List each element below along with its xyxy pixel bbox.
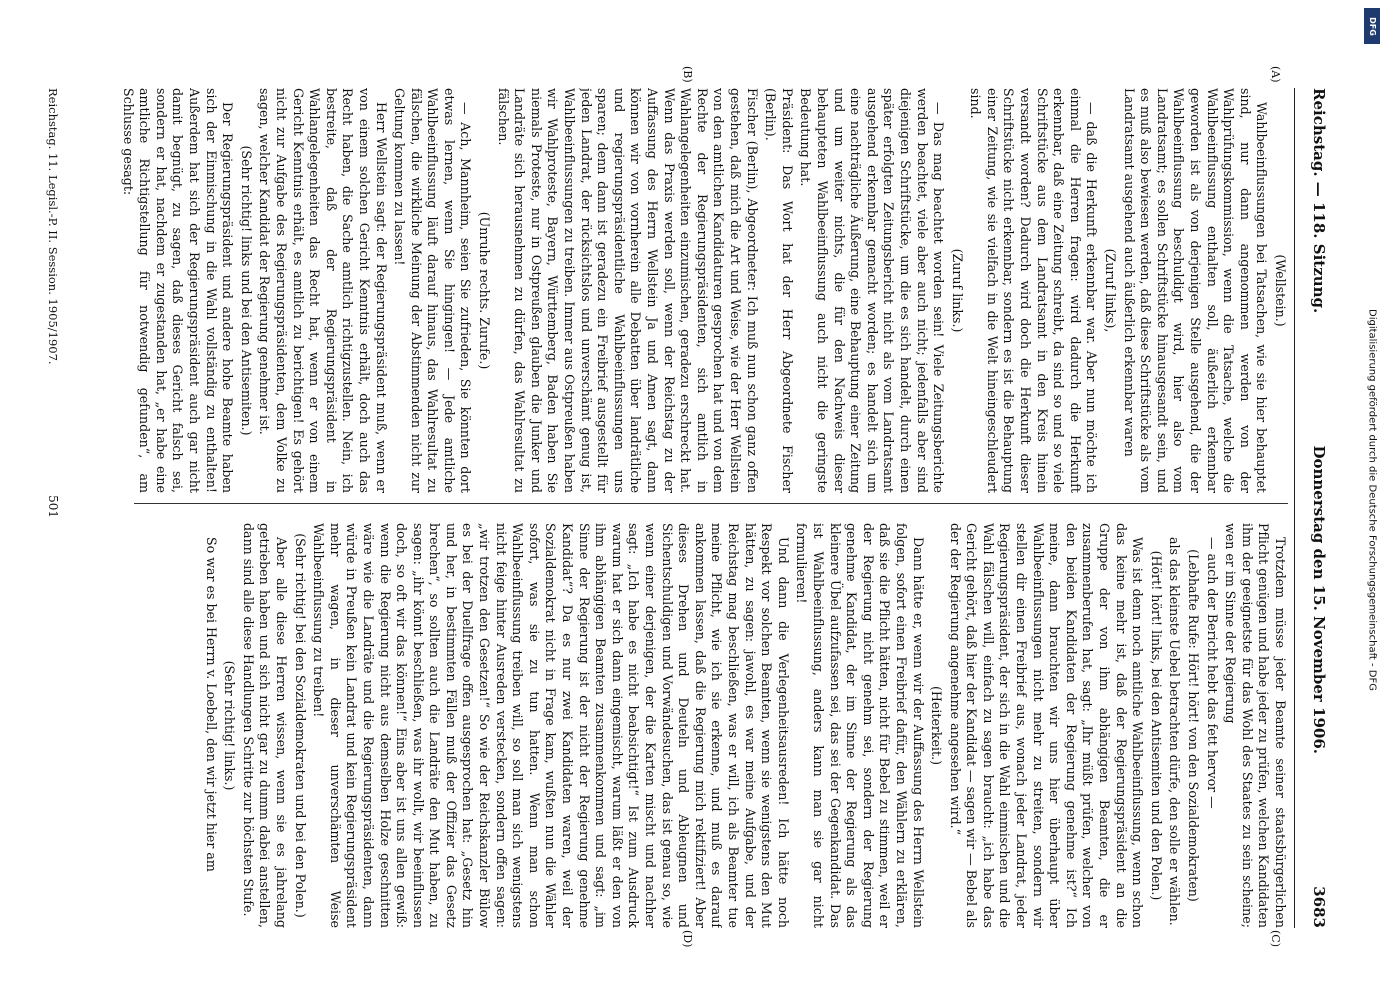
margin-mark-d: (D) bbox=[681, 930, 694, 948]
page-footer: Reichstag. 11. Legisl.-P. II. Session. 1905/1907. bbox=[46, 88, 60, 365]
left-column bbox=[114, 88, 1294, 493]
margin-mark-a: (A) bbox=[1269, 66, 1282, 83]
text-columns bbox=[114, 66, 1294, 948]
page-header bbox=[1294, 88, 1328, 928]
right-column-paragraph: als das kleinste Uebel betrachten dürfe, den solle er wählen. bbox=[1167, 537, 1183, 926]
column-divider bbox=[134, 503, 1288, 504]
right-column-paragraph: — auch der Bericht hebt das fett hervor — bbox=[1204, 537, 1220, 809]
left-column-paragraph: — Ach, Mannheim, seien Sie zufrieden, Sie könnten dort etwas lernen, wenn Sie hingingen! — Jede amtliche Wahlbeeinflussung läuft darauf hinaus, das Wahlresultat zu fälschen, die wirkliche Meinung der Abstimmenden nicht zur Geltung kommen zu lassen! bbox=[392, 88, 474, 493]
left-column-paragraph: Fischer (Berlin), Abgeordneter: Ich muß nun schon ganz offen gestehen, daß mich die Art und Weise, wie der Herr Wellstein von den amtlichen Kandidaturen gesprochen hat und von dem Rechte der Regierungspräsidenten, sich amtlich in Wahlangelegenheiten einzumischen, geradezu erschreckt hat. Wenn das Praxis werden soll, wenn der Reichstag zu der Auffassung des Herrn Wellstein Ja und Amen sagt, dann können wir von vornherein alle Debatten über landrätliche und regierungspräsidentliche Wahlbeeinflussungen uns sparen; denn dann ist geradezu ein Freibrief ausgestellt für jeden Landrat, der rücksichtslos und unverschämt genug ist, Wahlbeeinflussungen zu treiben. Immer aus Ostpreußen haben wir Wahlproteste, Bayern, Württemberg, Baden haben Sie niemals Proteste, nur in Ostpreußen glauben die Junker und Landräte sich herausnehmen zu dürfen, das Wahlresultat zu fälschen. bbox=[495, 88, 760, 493]
rotated-page bbox=[46, 66, 1328, 948]
right-column-paragraph: (Sehr richtig! bei den Sozialdemokraten und bei den Polen.) bbox=[292, 533, 308, 918]
right-column-paragraph: Und dann die Verlegenheitsausreden! Ich hätte noch Respekt vor solchen Beamten, wenn sie wenigstens den Mut hätten, zu sagen: jawohl, es war meine Aufgabe, und der Reichstag mag beschließen, was er will, ich als Beamter tue meine Pflicht, wie ich sie erkenne, und muß es darauf ankommen lassen, daß die Regierung mich rektifiziert! Aber dieses Drehen und Deuteln und Ableugnen und Sichentschuldigen und Vorwändesuchen, das ist genau so, wie wenn einer derjenigen, der die Karten mischt und nachher sagt: „Ich habe es nicht beabsichtigt!“ Ist zum Ausdruck warum hat er sich dann eingemischt, warum läßt er den von ihm abhängigen Beamten zusammenkommen und sagt: „im Sinne der Regierung ist der nicht der Regierung genehme Kandidat“? Da es nur zwei Kandidaten waren, weil der Sozialdemokrat nicht in Frage kam, wußten nun die Wähler sofort, was sie zu tun hatten. Wenn man schon Wahlbeeinflussung treiben will, so soll man sich wenigstens nicht feige hinter Ausreden verstecken, sondern offen sagen: „wir trotzen den Gesetzen!“ So wie der Reichskanzler Bülow es bei der Duellfrage offen ausgesprochen hat: „Gesetz hin und her, in bestimmten Fällen muß der Offizier das Gesetz brechen“, so sollten auch die Landräte den Mut haben, zu sagen: „ihr könnt beschließen, was ihr wollt, wir beeinflussen doch, so oft wir das können!“ Eins aber ist uns allen gewiß: wenn die Regierung nicht aus demselben Holze geschnitten wäre wie die Landräte und die Regierungspräsidenten, dann würde in Preußen kein Landrat und kein Regierungspräsident mehr wagen, in dieser unverschämten Weise Wahlbeeinflussung zu treiben! bbox=[311, 523, 791, 928]
right-column-paragraph: (Hört! hört! links, bei den Antisemiten und den Polen.) bbox=[1148, 550, 1164, 901]
margin-mark-b: (B) bbox=[681, 66, 694, 83]
left-column-paragraph: (Zuruf links), bbox=[1103, 248, 1119, 333]
left-column-paragraph: Wahlbeeinflussungen bei Tatsachen, wie sie hier behauptet sind, nur dann angenommen werden von der Wahlprüfungskommission, wenn die Tatsache, welche die Wahlbeeinflussung enthalten soll, äußerlich erkennbar geworden ist als von derjenigen Stelle ausgehend, die der Wahlbeeinflussung beschuldigt wird, hier also vom Landratsamt; es sollen Schriftstücke hinausgesandt sein, und es muß also bewiesen werden, daß diese Schriftstücke als vom Landratsamt ausgehend auch äußerlich erkennbar waren bbox=[1121, 88, 1270, 493]
right-column-paragraph: Was ist denn noch amtliche Wahlbeeinflussung, wenn schon das keine mehr ist, daß der Regierungspräsident an die Gruppe der von ihm abhängigen Beamten, die er zusammenberufen hat, sagt: „Ihr müßt prüfen, welcher von den beiden Kandidaten der Regierung genehme ist?“ Ich meine, dann brauchten wir uns hier überhaupt über Wahlbeeinflussungen nicht mehr zu streiten, sondern wir stellen dir einen Freibrief aus, wonach jeder Landrat, jeder Regierungspräsident, der sich in die Wahl einmischen und die Wahl fälschen will, einfach zu sagen braucht: „ich habe das Gericht gehört, daß hier der Kandidat — sagen wir — Bebel als der der Regierung angenehme angesehen wird.“ bbox=[947, 523, 1146, 928]
left-column-paragraph: — daß die Herkunft erkennbar war. Aber nun möchte ich einmal die Herren fragen: wird dadurch die Herkunft erkennbar, daß eine Zeitung schreibt, da sind so und so viele Schriftstücke aus dem Landratsamt in den Kreis hinein versandt worden? Dadurch wird doch die Herkunft dieser Schriftstücke nicht erkennbar, sondern es ist die Behauptung einer Zeitung, wie sie vielfach in die Welt hineingeschleudert sind. bbox=[968, 88, 1100, 493]
right-column bbox=[114, 523, 1294, 928]
right-column-paragraph: (Heiterkeit.) bbox=[929, 686, 945, 765]
left-column-paragraph: (Sehr richtig! links und bei den Antisemiten.) bbox=[238, 145, 254, 436]
left-column-paragraph: (Wellstein.) bbox=[1273, 254, 1288, 327]
right-column-paragraph: Dann hätte er, wenn wir der Auffassung des Herrn Wellstein folgen, sofort einen Freibrief dafür, den Wählern zu erklären, daß sie die Pflicht hätten, nicht für Bebel zu stimmen, weil er der Regierung nicht genehm sei, sondern der Regierung genehme Kandidat, der im Sinne der Regierung als das kleinere Übel aufzufassen sei, das sei der Gegenkandidat. Das ist Wahlbeeinflussung, anders kann man sie gar nicht formulieren! bbox=[794, 523, 926, 928]
right-column-paragraph: (Lebhafte Rufe: Hört! hört! von den Sozialdemokraten) bbox=[1186, 549, 1202, 902]
header-left: Reichstag. — 118. Sitzung. bbox=[1310, 88, 1328, 314]
margin-mark-c: (C) bbox=[1269, 930, 1282, 947]
left-column-paragraph: Der Regierungspräsident und andere hohe Beamte haben sich der Einmischung in die Wahl vollständig zu enthalten! Außerdem hat sich der Regierungspräsident auch gar nicht damit begnügt, zu sagen, daß dieses Gericht falsch sei, sondern er hat, nachdem er zugestanden hat, „er habe eine amtliche Richtigstellung für notwendig gefunden“, am Schlusse gesagt: bbox=[120, 88, 236, 493]
left-column-paragraph: (Unruhe rechts. Zurufe.) bbox=[477, 211, 493, 370]
dfg-note: Digitalisierung gefördert durch die Deutsche Forschungsgemeinschaft - DFG bbox=[1366, 308, 1378, 692]
sheet-number: 501 bbox=[46, 495, 60, 518]
right-column-paragraph: (Sehr richtig! links.) bbox=[222, 660, 238, 791]
left-column-paragraph: — Das mag beachtet worden sein! Viele Zeitungsberichte werden beachtet, viele aber auch nicht; jedenfalls aber sind diejenigen Schriftstücke, um die es sich handelt, durch einen später erfolgten Zeitungsbericht nicht als vom Landratsamt ausgehend erkennbar gemacht worden; es handelt sich um eine nachträgliche Äußerung, eine Behauptung einer Zeitung und um weiter nichts, die für den Nachweis dieser behaupteten Wahlbeeinflussung auch nicht die geringste Bedeutung hat. bbox=[798, 88, 947, 493]
left-column-paragraph: Herr Wellstein sagt: der Regierungspräsident muß, wenn er von einem solchen Gericht Kenntnis erhält, doch auch das Recht haben, die Sache amtlich richtigzustellen. Nein, ich bestreite, daß der Regierungspräsident in Wahlangelegenheiten das Recht hat, wenn er von einem Gericht Kenntnis erhält, es amtlich zu berichtigen! Es gehört nicht zur Aufgabe des Regierungspräsidenten, dem Volke zu sagen, welcher Kandidat der Regierung genehmer ist. bbox=[257, 88, 389, 493]
right-column-paragraph: Aber alle diese Herren wissen, wenn sie es jahrelang getrieben haben und sich nicht gar zu dumm dabei anstellen, dann sind alle diese Handlungen Schritte zur höchsten Stufe. bbox=[240, 523, 289, 928]
page-number: 3683 bbox=[1310, 886, 1328, 928]
header-center: Donnerstag den 15. November 1906. bbox=[1310, 445, 1328, 755]
dfg-logo: DFG bbox=[1364, 8, 1380, 44]
right-column-paragraph: Trotzdem müsse jeder Beamte seiner staatsbürgerlichen Pflicht genügen und habe jeder zu prüfen, welchen Kandidaten ihm der geeignetste für das Wohl des Staates zu sein scheine; wen er im Sinne der Regierung bbox=[1223, 523, 1288, 928]
left-column-paragraph: Präsident: Das Wort hat der Herr Abgeordnete Fischer (Berlin). bbox=[763, 88, 795, 493]
right-column-paragraph: So war es bei Herrn v. Loebell, den wir jetzt hier am bbox=[203, 537, 219, 872]
left-column-paragraph: (Zuruf links.) bbox=[949, 248, 965, 333]
